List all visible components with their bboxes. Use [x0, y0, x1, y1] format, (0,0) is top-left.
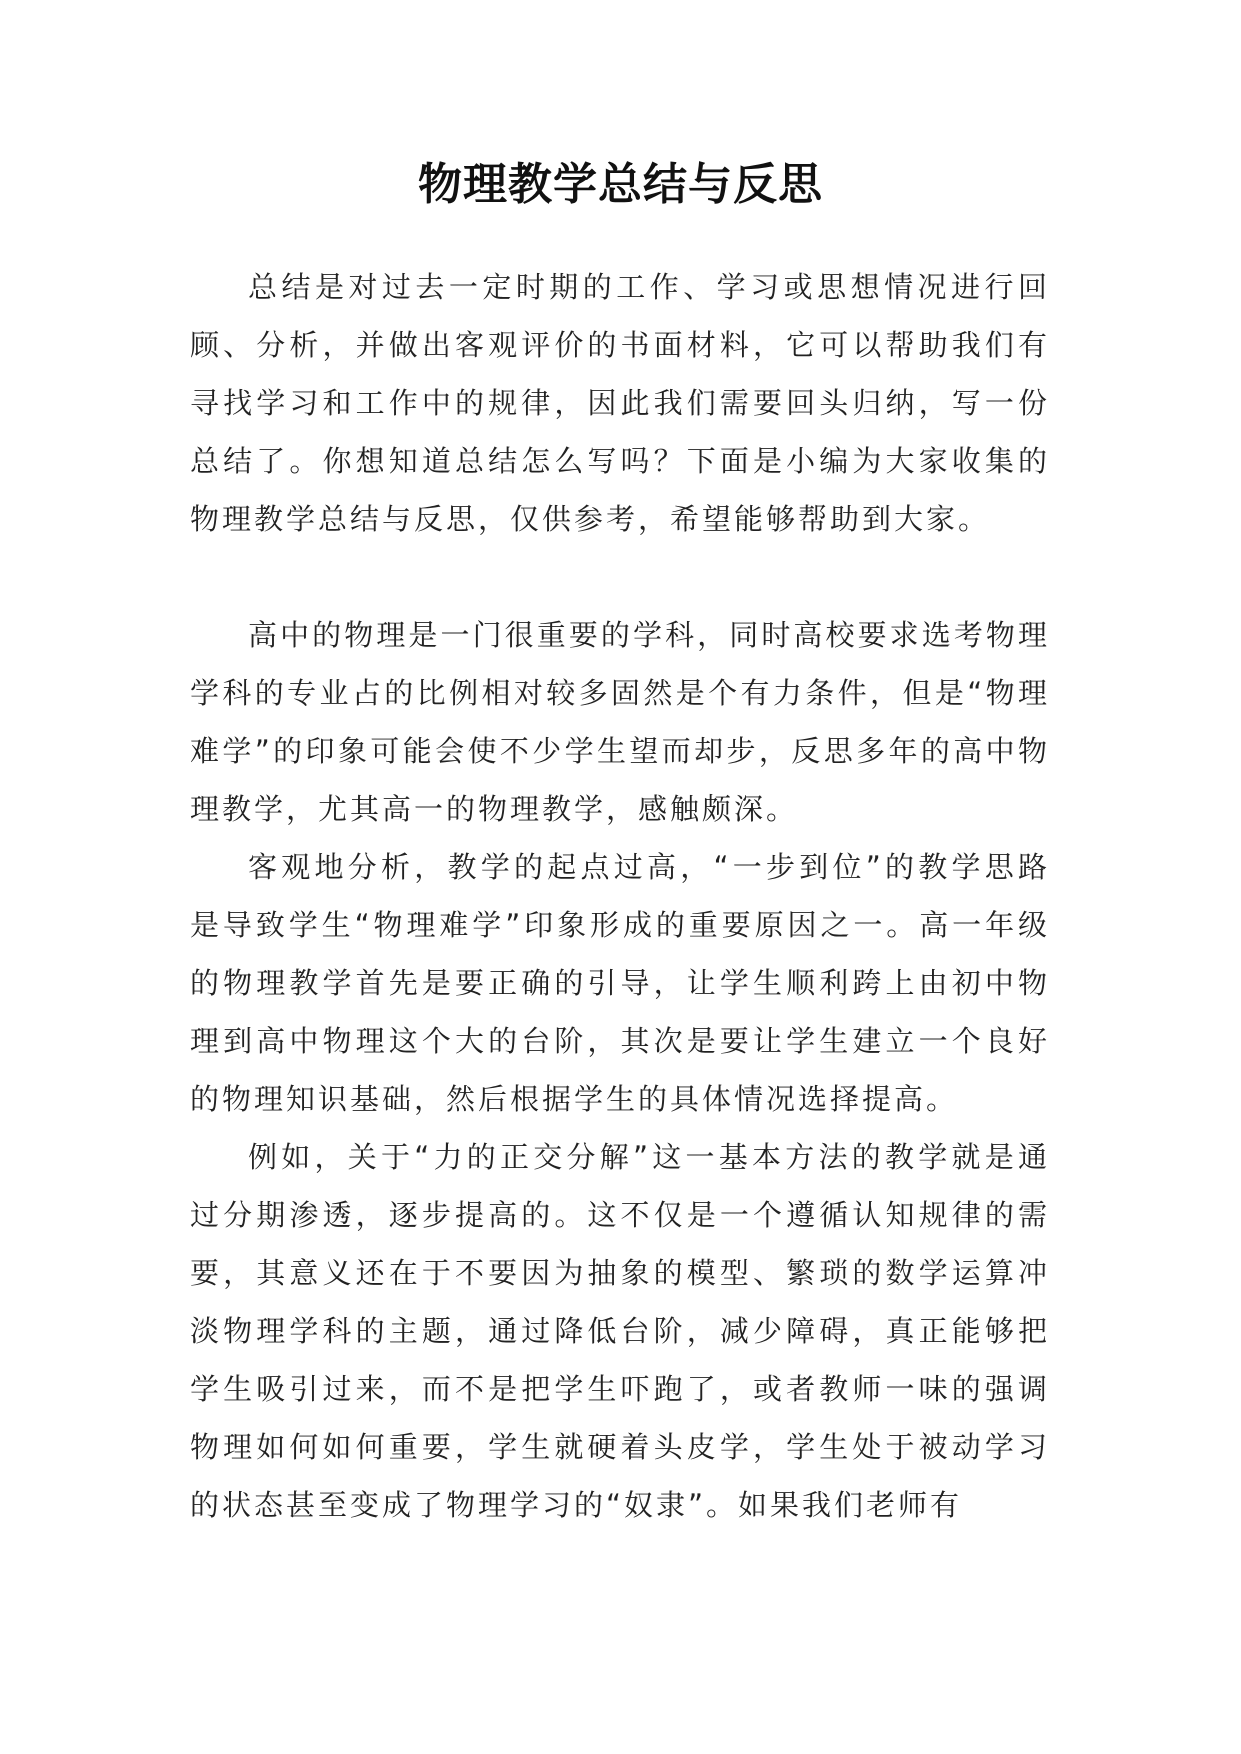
intro-paragraph: 总结是对过去一定时期的工作、学习或思想情况进行回顾、分析，并做出客观评价的书面材料，它可以帮助我们有寻找学习和工作中的规律，因此我们需要回头归纳，写一份总结了。你想知道总结怎么写吗？下面是小编为大家收集的物理教学总结与反思，仅供参考，希望能够帮助到大家。: [190, 270, 1050, 536]
body-paragraph-3: 例如，关于“力的正交分解”这一基本方法的教学就是通过分期渗透，逐步提高的。这不仅是一个遵循认知规律的需要，其意义还在于不要因为抽象的模型、繁琐的数学运算冲淡物理学科的主题，通过降低台阶，减少障碍，真正能够把学生吸引过来，而不是把学生吓跑了，或者教师一味的强调物理如何如何重要，学生就硬着头皮学，学生处于被动学习的状态甚至变成了物理学习的“奴隶”。如果我们老师有: [190, 1140, 1050, 1522]
document-title: 物理教学总结与反思: [418, 159, 823, 210]
document-body: [190, 258, 1050, 1534]
paragraph-spacer: [190, 548, 1050, 606]
body-paragraph-1: 高中的物理是一门很重要的学科，同时高校要求选考物理学科的专业占的比例相对较多固然是个有力条件，但是“物理难学”的印象可能会使不少学生望而却步，反思多年的高中物理教学，尤其高一的物理教学，感触颇深。: [190, 618, 1050, 826]
body-paragraph-2: 客观地分析，教学的起点过高，“一步到位”的教学思路是导致学生“物理难学”印象形成的重要原因之一。高一年级的物理教学首先是要正确的引导，让学生顺利跨上由初中物理到高中物理这个大的台阶，其次是要让学生建立一个良好的物理知识基础，然后根据学生的具体情况选择提高。: [190, 850, 1050, 1116]
